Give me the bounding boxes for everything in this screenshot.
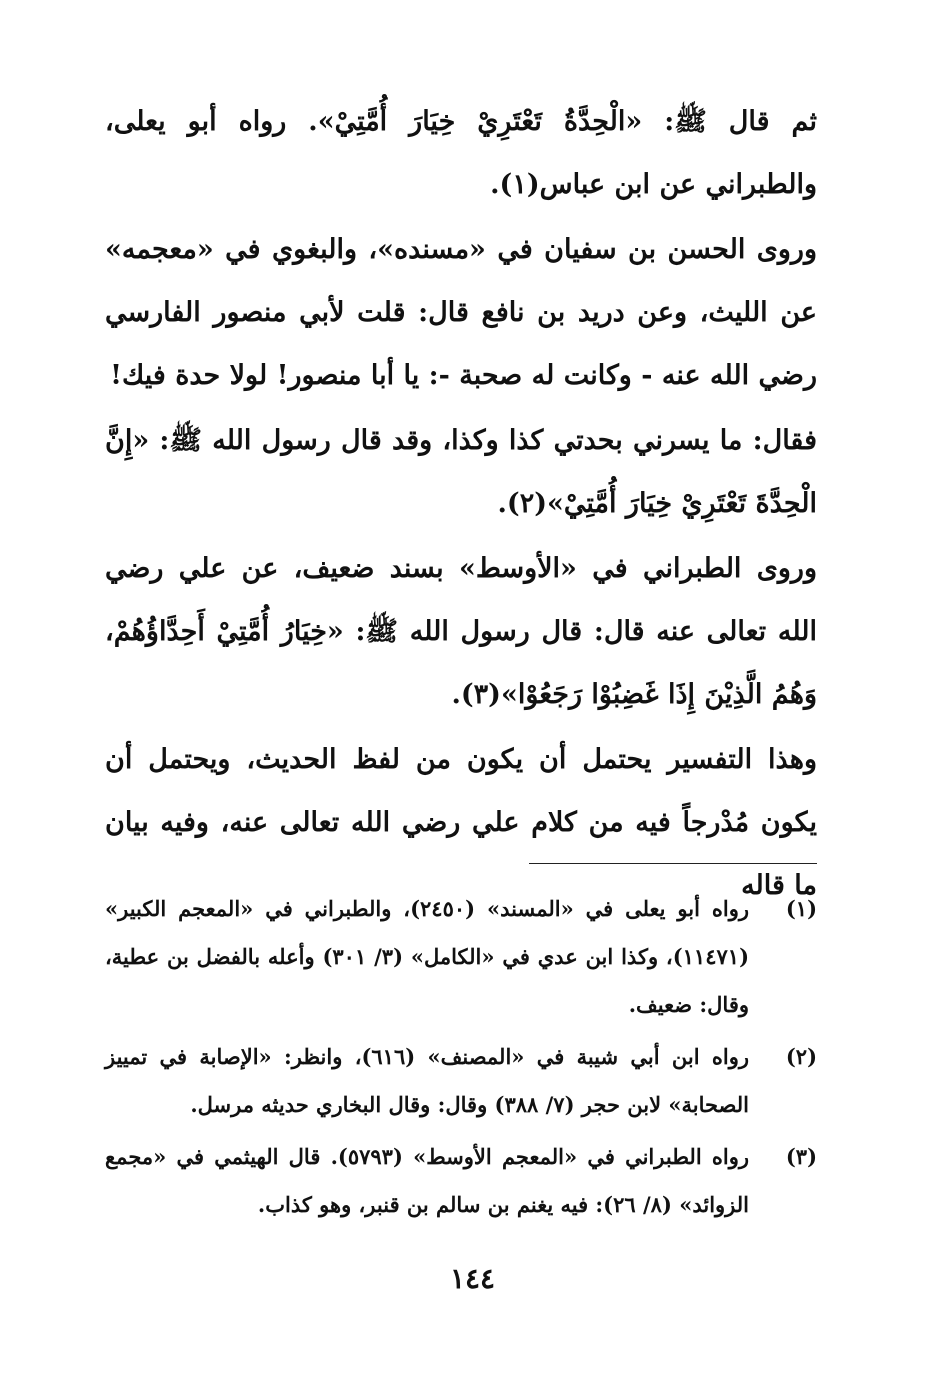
- footnote-text: رواه الطبراني في «المعجم الأوسط» (٥٧٩٣). قال الهيثمي في «مجمع الزوائد» (٨/ ٢٦): فيه يغنم بن سالم بن قنبر، وهو كذاب.: [105, 1144, 749, 1217]
- footnote-number: (٢): [785, 1044, 817, 1069]
- footnote-number: (٣): [785, 1144, 817, 1169]
- paragraph-4: وروى الطبراني في «الأوسط» بسند ضعيف، عن علي رضي الله تعالى عنه قال: قال رسول الله ﷺ: «خِيَارُ أُمَّتِيْ أَحِدَّاؤُهُمْ، وَهُمُ الَّذِيْنَ إِذَا غَضِبُوْا رَجَعُوْا»(٣).: [105, 553, 817, 710]
- footnote-3: [105, 1133, 817, 1229]
- footnote-text: رواه ابن أبي شيبة في «المصنف» (٦١٦)، وانظر: «الإصابة في تمييز الصحابة» لابن حجر (٧/ ٣٨٨) وقال: وقال البخاري حديثه مرسل.: [105, 1044, 749, 1117]
- main-text: [105, 90, 817, 917]
- footnote-number: (١): [785, 896, 817, 921]
- paragraph-5: وهذا التفسير يحتمل أن يكون من لفظ الحديث، ويحتمل أن يكون مُدْرجاً فيه من كلام علي رضي الله تعالى عنه، وفيه بيان ما قاله: [105, 744, 818, 901]
- paragraph-1: ثم قال ﷺ: «الْحِدَّةُ تَعْتَرِيْ خِيَارَ أُمَّتِيْ». رواه أبو يعلى، والطبراني عن ابن عباس(١).: [105, 106, 817, 200]
- footnote-1: [105, 885, 817, 1029]
- paragraph-2: وروى الحسن بن سفيان في «مسنده»، والبغوي في «معجمه» عن الليث، وعن دريد بن نافع قال: قلت لأبي منصور الفارسي رضي الله عنه - وكانت له صحبة -: يا أبا منصور! لولا حدة فيك!: [105, 234, 817, 391]
- footnotes: [105, 885, 817, 1229]
- page-number: ١٤٤: [449, 1262, 496, 1295]
- paragraph-3: فقال: ما يسرني بحدتي كذا وكذا، وقد قال رسول الله ﷺ: «إِنَّ الْحِدَّةَ تَعْتَرِيْ خِيَارَ أُمَّتِيْ»(٢).: [105, 425, 817, 519]
- footnote-text: رواه أبو يعلى في «المسند» (٢٤٥٠)، والطبراني في «المعجم الكبير» (١١٤٧١)، وكذا ابن عدي في «الكامل» (٣/ ٣٠١) وأعله بالفضل بن عطية، وقال: ضعيف.: [105, 896, 749, 1017]
- footnote-2: [105, 1033, 817, 1129]
- footnote-divider: [529, 863, 817, 864]
